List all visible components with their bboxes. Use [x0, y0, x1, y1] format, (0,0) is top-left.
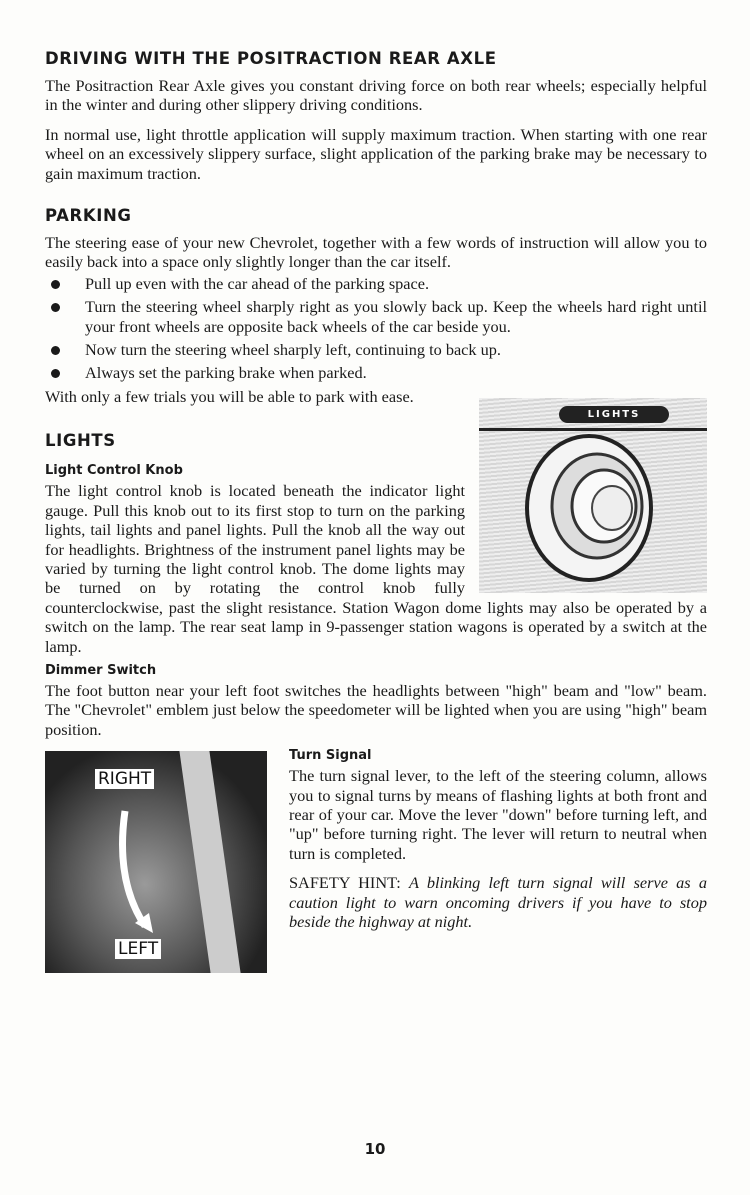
positraction-heading: DRIVING WITH THE POSITRACTION REAR AXLE: [45, 49, 497, 68]
parking-step: Now turn the steering wheel sharply left, continuing to back up.: [45, 340, 707, 359]
parking-heading: PARKING: [45, 206, 132, 226]
lights-figure-label: LIGHTS: [559, 406, 669, 423]
positraction-paragraph-1: The Positraction Rear Axle gives you constant driving force on both rear wheels; especially helpful in the winter and during other slippery driving conditions.: [45, 76, 707, 115]
parking-intro: The steering ease of your new Chevrolet, together with a few words of instruction will allow you to easily back into a space only slightly longer than the car itself.: [45, 233, 707, 272]
parking-step: Always set the parking brake when parked.: [45, 363, 707, 382]
left-label: LEFT: [115, 939, 161, 959]
turn-signal-photo: [45, 751, 267, 973]
content-column: [45, 48, 707, 977]
knob-icon: [479, 398, 707, 593]
parking-step: Turn the steering wheel sharply right as you slowly back up. Keep the wheels hard right until your front wheels are opposite back wheels of the car beside you.: [45, 297, 707, 336]
turn-signal-subheading: Turn Signal: [289, 748, 372, 764]
lights-heading: LIGHTS: [45, 431, 116, 451]
positraction-paragraph-2: In normal use, light throttle application will supply maximum traction. When starting with one rear wheel on an excessively slippery surface, slight application of the parking brake may be necessary to gain maximum traction.: [45, 124, 707, 183]
safety-hint-text: A blinking left turn signal will serve as a caution light to warn oncoming drivers if you have to stop beside the highway at night.: [289, 873, 707, 931]
parking-step: Pull up even with the car ahead of the parking space.: [45, 274, 707, 293]
page-number: 10: [364, 1140, 386, 1158]
safety-hint-label: SAFETY HINT:: [289, 873, 401, 893]
dimmer-switch-subheading: Dimmer Switch: [45, 662, 157, 678]
light-control-knob-text: The light control knob is located beneath the indicator light gauge. Pull this knob out to its first stop to turn on the parking lights, tail lights and panel lights. Pull the knob all the way out for headlights. Brightness of the instrument panel lights may be varied by turning the light control knob. The dome lights may be turned on by rotating the control knob fully counterclockwise, past the slight resistance. Station Wagon dome lights may also be operated by a switch on the lamp. The rear seat lamp in 9-passenger station wagons is operated by a switch at the lamp.: [45, 481, 707, 656]
turn-signal-text: The turn signal lever, to the left of the steering column, allows you to signal turns by means of flashing lights at both front and rear of your car. Move the lever "down" before turning left, and "up" before turning right. The lever will return to neutral when turn is completed.: [289, 766, 707, 863]
light-knob-illustration: [479, 398, 707, 593]
light-control-knob-subheading: Light Control Knob: [45, 463, 183, 479]
dimmer-switch-text: The foot button near your left foot switches the headlights between "high" beam and "low" beam. The "Chevrolet" emblem just below the speedometer will be lighted when you are using "high" beam position.: [45, 680, 707, 739]
parking-steps: [45, 274, 707, 383]
right-label: RIGHT: [95, 769, 154, 789]
parking-outro: With only a few trials you will be able to park with ease.: [45, 386, 414, 406]
